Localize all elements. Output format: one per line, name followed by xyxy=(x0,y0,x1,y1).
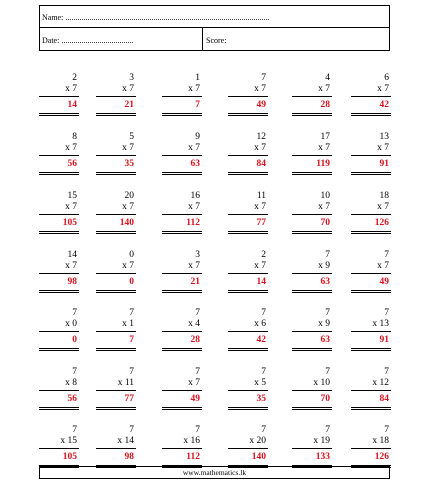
answer-double-rule xyxy=(39,172,79,173)
product-rule xyxy=(228,331,268,332)
problem xyxy=(39,250,79,296)
multiplicand: 2 xyxy=(72,73,77,83)
answer: 21 xyxy=(190,277,200,287)
product-rule xyxy=(162,390,202,391)
answer-double-rule xyxy=(96,231,136,232)
answer-double-rule xyxy=(228,350,268,351)
answer-double-rule xyxy=(162,292,202,293)
answer-double-rule xyxy=(228,231,268,232)
answer: 14 xyxy=(67,100,77,110)
date-field[interactable]: Date: .................................... xyxy=(42,36,134,45)
answer-double-rule xyxy=(162,409,202,410)
answer: 119 xyxy=(316,159,330,169)
answer-double-rule xyxy=(292,115,332,116)
problem xyxy=(292,425,332,471)
answer-double-rule xyxy=(162,348,202,349)
answer-double-rule xyxy=(162,172,202,173)
multiplicand: 9 xyxy=(195,132,200,142)
multiplicand: 7 xyxy=(129,367,134,377)
multiplicand: 7 xyxy=(195,367,200,377)
answer-double-rule xyxy=(96,290,136,291)
multiplier: x 7 xyxy=(318,143,330,153)
answer-double-rule xyxy=(228,172,268,173)
answer: 63 xyxy=(190,159,200,169)
product-rule xyxy=(96,448,136,449)
multiplicand: 12 xyxy=(256,132,266,142)
multiplier: x 7 xyxy=(254,84,266,94)
answer: 140 xyxy=(119,218,134,228)
product-rule xyxy=(292,273,332,274)
answer-double-rule xyxy=(39,292,79,293)
multiplicand: 7 xyxy=(325,250,330,260)
problem xyxy=(162,308,202,354)
answer-double-rule xyxy=(351,350,391,351)
multiplier: x 10 xyxy=(313,378,330,388)
answer-double-rule xyxy=(96,292,136,293)
answer: 126 xyxy=(374,452,389,462)
product-rule xyxy=(228,214,268,215)
product-rule xyxy=(292,155,332,156)
multiplier: x 14 xyxy=(117,436,134,446)
problem xyxy=(292,367,332,413)
answer-double-rule xyxy=(292,290,332,291)
multiplicand: 7 xyxy=(195,425,200,435)
multiplier: x 7 xyxy=(188,84,200,94)
answer: 91 xyxy=(379,159,389,169)
multiplier: x 11 xyxy=(117,378,134,388)
multiplicand: 15 xyxy=(67,191,77,201)
product-rule xyxy=(162,96,202,97)
multiplier: x 6 xyxy=(254,319,266,329)
multiplicand: 2 xyxy=(261,250,266,260)
multiplicand: 7 xyxy=(325,308,330,318)
multiplier: x 7 xyxy=(254,143,266,153)
problem xyxy=(228,250,268,296)
multiplier: x 13 xyxy=(372,319,389,329)
problem xyxy=(162,132,202,178)
product-rule xyxy=(351,155,391,156)
multiplier: x 7 xyxy=(122,261,134,271)
multiplier: x 7 xyxy=(65,143,77,153)
problem xyxy=(292,191,332,237)
product-rule xyxy=(96,155,136,156)
problem xyxy=(96,250,136,296)
answer-double-rule xyxy=(96,348,136,349)
answer-double-rule xyxy=(228,174,268,175)
answer-double-rule xyxy=(162,350,202,351)
answer-double-rule xyxy=(351,115,391,116)
answer-double-rule xyxy=(162,407,202,408)
multiplicand: 7 xyxy=(325,425,330,435)
multiplicand: 1 xyxy=(195,73,200,83)
answer: 77 xyxy=(256,218,266,228)
answer: 49 xyxy=(256,100,266,110)
product-rule xyxy=(162,448,202,449)
answer: 0 xyxy=(129,277,134,287)
multiplier: x 19 xyxy=(313,436,330,446)
answer-double-rule xyxy=(351,174,391,175)
product-rule xyxy=(162,155,202,156)
multiplicand: 7 xyxy=(261,425,266,435)
product-rule xyxy=(351,96,391,97)
multiplicand: 7 xyxy=(129,308,134,318)
problem xyxy=(228,191,268,237)
answer-double-rule xyxy=(162,290,202,291)
answer: 91 xyxy=(379,335,389,345)
answer: 84 xyxy=(256,159,266,169)
answer-double-rule xyxy=(96,350,136,351)
product-rule xyxy=(162,331,202,332)
product-rule xyxy=(39,390,79,391)
problem xyxy=(228,425,268,471)
answer-double-rule xyxy=(39,350,79,351)
answer-double-rule xyxy=(351,172,391,173)
answer-double-rule xyxy=(228,115,268,116)
answer-double-rule xyxy=(39,115,79,116)
multiplier: x 7 xyxy=(377,143,389,153)
product-rule xyxy=(351,390,391,391)
multiplicand: 7 xyxy=(384,367,389,377)
multiplier: x 7 xyxy=(377,261,389,271)
multiplicand: 7 xyxy=(261,308,266,318)
answer-double-rule xyxy=(351,348,391,349)
answer-double-rule xyxy=(228,233,268,234)
product-rule xyxy=(292,390,332,391)
answer: 63 xyxy=(320,335,330,345)
answer: 112 xyxy=(186,218,200,228)
multiplicand: 5 xyxy=(129,132,134,142)
multiplicand: 7 xyxy=(384,425,389,435)
answer-double-rule xyxy=(292,409,332,410)
multiplier: x 7 xyxy=(122,84,134,94)
multiplier: x 7 xyxy=(65,84,77,94)
product-rule xyxy=(351,214,391,215)
multiplier: x 7 xyxy=(188,202,200,212)
name-field[interactable]: Name: ...................................................................................................... xyxy=(42,13,270,22)
answer-double-rule xyxy=(292,407,332,408)
answer: 7 xyxy=(195,100,200,110)
answer: 28 xyxy=(320,100,330,110)
multiplicand: 7 xyxy=(72,367,77,377)
answer-double-rule xyxy=(39,348,79,349)
answer-double-rule xyxy=(39,290,79,291)
multiplicand: 16 xyxy=(190,191,200,201)
multiplier: x 7 xyxy=(65,202,77,212)
answer: 42 xyxy=(256,335,266,345)
product-rule xyxy=(96,214,136,215)
problem xyxy=(39,132,79,178)
answer: 56 xyxy=(67,159,77,169)
problem xyxy=(228,308,268,354)
multiplicand: 7 xyxy=(261,73,266,83)
answer-double-rule xyxy=(96,233,136,234)
answer-double-rule xyxy=(228,113,268,114)
answer: 56 xyxy=(67,394,77,404)
multiplicand: 4 xyxy=(325,73,330,83)
answer-double-rule xyxy=(292,233,332,234)
problem xyxy=(292,73,332,119)
problem xyxy=(96,425,136,471)
answer-double-rule xyxy=(228,292,268,293)
multiplicand: 6 xyxy=(384,73,389,83)
multiplier: x 7 xyxy=(254,261,266,271)
product-rule xyxy=(228,155,268,156)
problem xyxy=(162,367,202,413)
multiplier: x 18 xyxy=(372,436,389,446)
answer-double-rule xyxy=(292,113,332,114)
multiplicand: 3 xyxy=(195,250,200,260)
multiplier: x 1 xyxy=(122,319,134,329)
multiplier: x 7 xyxy=(377,84,389,94)
answer-double-rule xyxy=(39,233,79,234)
product-rule xyxy=(228,273,268,274)
answer-double-rule xyxy=(96,174,136,175)
multiplicand: 7 xyxy=(72,425,77,435)
answer: 77 xyxy=(124,394,134,404)
multiplier: x 7 xyxy=(318,84,330,94)
product-rule xyxy=(39,155,79,156)
product-rule xyxy=(39,96,79,97)
answer: 105 xyxy=(62,218,77,228)
problem xyxy=(96,73,136,119)
answer-double-rule xyxy=(292,292,332,293)
multiplier: x 7 xyxy=(188,261,200,271)
answer-double-rule xyxy=(39,174,79,175)
answer-double-rule xyxy=(96,407,136,408)
multiplicand: 7 xyxy=(72,308,77,318)
answer-double-rule xyxy=(96,115,136,116)
answer: 105 xyxy=(62,452,77,462)
product-rule xyxy=(96,390,136,391)
answer-double-rule xyxy=(228,348,268,349)
answer: 84 xyxy=(379,394,389,404)
product-rule xyxy=(292,331,332,332)
multiplicand: 17 xyxy=(320,132,330,142)
problem xyxy=(292,132,332,178)
name-row xyxy=(40,6,389,28)
problem xyxy=(351,73,391,119)
multiplier: x 20 xyxy=(249,436,266,446)
product-rule xyxy=(162,214,202,215)
multiplicand: 11 xyxy=(256,191,266,201)
problem xyxy=(351,425,391,471)
problem xyxy=(96,132,136,178)
problem xyxy=(96,191,136,237)
problem xyxy=(351,132,391,178)
problem xyxy=(228,132,268,178)
product-rule xyxy=(292,214,332,215)
answer-double-rule xyxy=(351,113,391,114)
answer-double-rule xyxy=(228,290,268,291)
worksheet-footer xyxy=(39,466,390,479)
product-rule xyxy=(351,331,391,332)
multiplier: x 7 xyxy=(188,143,200,153)
answer: 63 xyxy=(320,277,330,287)
product-rule xyxy=(292,96,332,97)
multiplier: x 9 xyxy=(318,319,330,329)
answer: 49 xyxy=(190,394,200,404)
product-rule xyxy=(351,448,391,449)
product-rule xyxy=(162,273,202,274)
problem xyxy=(39,425,79,471)
problem xyxy=(162,73,202,119)
multiplier: x 5 xyxy=(254,378,266,388)
multiplicand: 13 xyxy=(379,132,389,142)
multiplier: x 8 xyxy=(65,378,77,388)
multiplicand: 14 xyxy=(67,250,77,260)
multiplier: x 7 xyxy=(122,143,134,153)
product-rule xyxy=(39,273,79,274)
multiplicand: 18 xyxy=(379,191,389,201)
product-rule xyxy=(39,214,79,215)
multiplier: x 7 xyxy=(65,261,77,271)
multiplicand: 7 xyxy=(261,367,266,377)
multiplier: x 4 xyxy=(188,319,200,329)
answer: 70 xyxy=(320,218,330,228)
answer-double-rule xyxy=(162,233,202,234)
problem xyxy=(39,73,79,119)
multiplicand: 7 xyxy=(384,250,389,260)
multiplier: x 7 xyxy=(122,202,134,212)
answer-double-rule xyxy=(96,172,136,173)
answer: 112 xyxy=(186,452,200,462)
multiplicand: 10 xyxy=(320,191,330,201)
multiplicand: 0 xyxy=(129,250,134,260)
answer-double-rule xyxy=(292,348,332,349)
product-rule xyxy=(39,331,79,332)
multiplicand: 8 xyxy=(72,132,77,142)
answer: 98 xyxy=(124,452,134,462)
multiplicand: 3 xyxy=(129,73,134,83)
answer-double-rule xyxy=(292,231,332,232)
product-rule xyxy=(228,96,268,97)
answer-double-rule xyxy=(292,174,332,175)
answer: 7 xyxy=(129,335,134,345)
problem xyxy=(162,250,202,296)
multiplier: x 7 xyxy=(318,202,330,212)
problem xyxy=(96,308,136,354)
answer-double-rule xyxy=(228,409,268,410)
multiplier: x 15 xyxy=(60,436,77,446)
multiplicand: 7 xyxy=(384,308,389,318)
answer: 126 xyxy=(374,218,389,228)
problem xyxy=(39,191,79,237)
product-rule xyxy=(39,448,79,449)
answer: 49 xyxy=(379,277,389,287)
multiplier: x 9 xyxy=(318,261,330,271)
answer: 0 xyxy=(72,335,77,345)
answer-double-rule xyxy=(292,172,332,173)
answer-double-rule xyxy=(39,231,79,232)
problem xyxy=(96,367,136,413)
answer-double-rule xyxy=(96,409,136,410)
answer: 35 xyxy=(124,159,134,169)
problem xyxy=(162,191,202,237)
answer: 133 xyxy=(315,452,330,462)
answer-double-rule xyxy=(162,115,202,116)
answer: 28 xyxy=(190,335,200,345)
answer: 42 xyxy=(379,100,389,110)
problem xyxy=(351,191,391,237)
product-rule xyxy=(292,448,332,449)
answer-double-rule xyxy=(351,231,391,232)
answer-double-rule xyxy=(351,290,391,291)
multiplicand: 7 xyxy=(195,308,200,318)
multiplier: x 7 xyxy=(377,202,389,212)
multiplier: x 7 xyxy=(188,378,200,388)
header-divider xyxy=(202,28,203,51)
problem xyxy=(292,250,332,296)
product-rule xyxy=(228,390,268,391)
answer-double-rule xyxy=(96,113,136,114)
answer: 70 xyxy=(320,394,330,404)
problem xyxy=(228,367,268,413)
problem xyxy=(351,250,391,296)
date-score-row xyxy=(40,28,389,51)
website-label: www.mathematics.lk xyxy=(182,468,247,477)
problem xyxy=(39,367,79,413)
product-rule xyxy=(228,448,268,449)
multiplicand: 7 xyxy=(325,367,330,377)
answer-double-rule xyxy=(351,407,391,408)
answer-double-rule xyxy=(39,113,79,114)
problem xyxy=(162,425,202,471)
multiplier: x 7 xyxy=(254,202,266,212)
answer-double-rule xyxy=(351,233,391,234)
answer-double-rule xyxy=(351,409,391,410)
answer-double-rule xyxy=(162,113,202,114)
answer-double-rule xyxy=(351,292,391,293)
score-field[interactable]: Score: xyxy=(206,36,227,45)
answer-double-rule xyxy=(39,409,79,410)
answer: 21 xyxy=(124,100,134,110)
answer-double-rule xyxy=(39,407,79,408)
product-rule xyxy=(96,96,136,97)
multiplier: x 12 xyxy=(372,378,389,388)
multiplicand: 20 xyxy=(124,191,134,201)
answer: 140 xyxy=(251,452,266,462)
problem xyxy=(39,308,79,354)
problem xyxy=(292,308,332,354)
product-rule xyxy=(351,273,391,274)
multiplier: x 0 xyxy=(65,319,77,329)
answer-double-rule xyxy=(162,231,202,232)
answer-double-rule xyxy=(292,350,332,351)
product-rule xyxy=(96,331,136,332)
problem xyxy=(228,73,268,119)
answer: 98 xyxy=(67,277,77,287)
multiplier: x 16 xyxy=(183,436,200,446)
problem xyxy=(351,367,391,413)
worksheet-header xyxy=(39,5,390,51)
problem xyxy=(351,308,391,354)
multiplicand: 7 xyxy=(129,425,134,435)
answer: 35 xyxy=(256,394,266,404)
product-rule xyxy=(96,273,136,274)
answer-double-rule xyxy=(162,174,202,175)
answer-double-rule xyxy=(228,407,268,408)
answer: 14 xyxy=(256,277,266,287)
